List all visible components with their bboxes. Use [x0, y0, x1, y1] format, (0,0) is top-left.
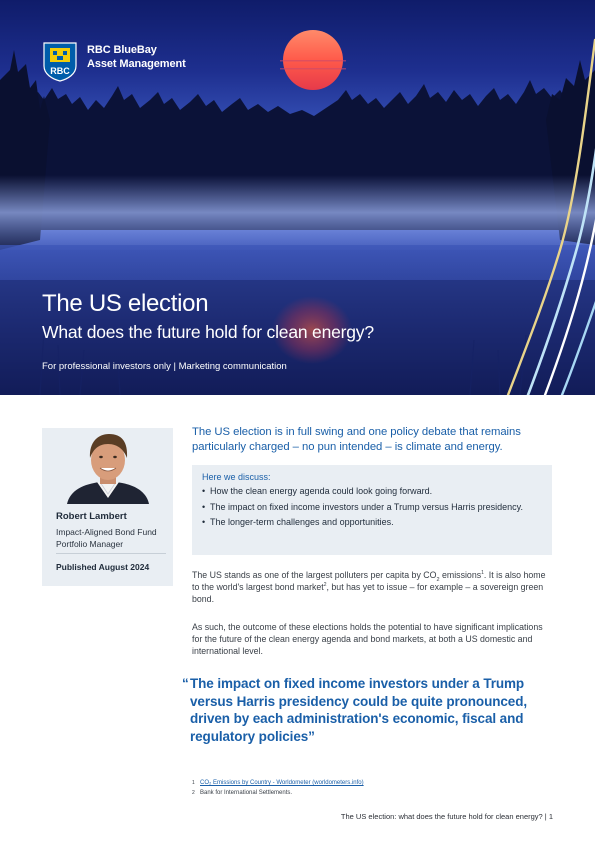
- brand-name: [87, 44, 186, 71]
- pull-quote: [182, 675, 550, 745]
- svg-text:RBC: RBC: [50, 66, 70, 76]
- body-paragraph-2: As such, the outcome of these elections holds the potential to have significant implications for the future of the clean energy agenda and bond markets, at both a US domestic and international level.: [192, 622, 543, 657]
- published-date: Published August 2024: [56, 562, 150, 572]
- discussion-heading: Here we discuss:: [202, 472, 271, 482]
- footnote-2: 2 Bank for International Settlements.: [192, 790, 293, 796]
- discussion-list: [202, 485, 542, 529]
- footnote-1: 1 CO₂ Emissions by Country - Worldometer (worldometers.info): [192, 780, 364, 786]
- quote-text: The impact on fixed income investors under a Trump versus Harris presidency could be quite pronounced, driven by each administration's economic, fiscal and regulatory policies”: [190, 676, 527, 744]
- brand-line-2: Asset Management: [87, 57, 186, 70]
- discussion-box: [192, 465, 552, 555]
- rbc-bluebay-logo: [42, 42, 192, 82]
- author-role: Impact-Aligned Bond Fund Portfolio Manager: [56, 527, 157, 549]
- rbc-shield-icon: [42, 42, 78, 82]
- hero-banner: [0, 0, 595, 395]
- page-footer: The US election: what does the future hold for clean energy? | 1: [340, 812, 553, 821]
- audience-note: For professional investors only | Marketing communication: [42, 361, 287, 372]
- page-subtitle: What does the future hold for clean energy?: [42, 322, 374, 342]
- quote-mark: “: [182, 676, 189, 691]
- author-name: Robert Lambert: [56, 511, 127, 522]
- author-divider: [56, 553, 166, 554]
- page-title: The US election: [42, 290, 209, 317]
- footnote-link[interactable]: CO₂ Emissions by Country - Worldometer (worldometers.info): [200, 780, 364, 786]
- body-paragraph-1: The US stands as one of the largest polluters per capita by $CO_2$ emissions$^1$. It is also home to the world's largest bond market$^2$, but has yet to issue – for example – a sovereign green bond.: [192, 570, 546, 605]
- footnotes: [192, 778, 552, 798]
- discussion-item: • The longer-term challenges and opportunities.: [202, 516, 542, 529]
- discussion-item: • The impact on fixed income investors under a Trump versus Harris presidency.: [202, 501, 542, 514]
- discussion-item: • How the clean energy agenda could look going forward.: [202, 485, 542, 498]
- brand-line-1: RBC BlueBay: [87, 44, 157, 56]
- author-panel: [42, 428, 173, 586]
- intro-paragraph: The US election is in full swing and one policy debate that remains particularly charged – no pun intended – is climate and energy.: [192, 426, 521, 453]
- author-photo: [42, 428, 173, 504]
